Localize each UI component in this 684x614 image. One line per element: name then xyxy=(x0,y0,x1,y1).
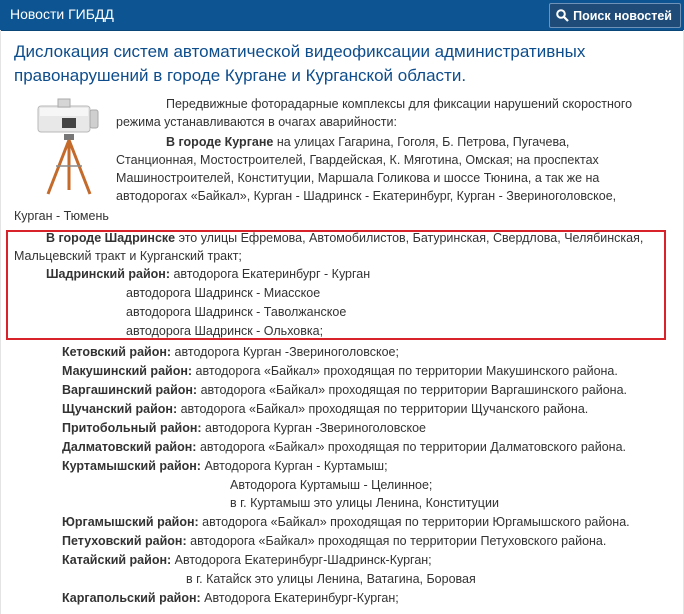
district-text: Автодорога Екатеринбург-Шадринск-Курган; xyxy=(171,553,432,567)
speed-camera-image xyxy=(34,98,104,198)
news-header xyxy=(0,0,684,31)
kataysk-line-2: в г. Катайск это улицы Ленина, Ватагина, Боровая xyxy=(186,572,476,586)
district-text: Автодорога Екатеринбург-Курган; xyxy=(200,591,399,605)
district-text: автодорога «Байкал» проходящая по территории Щучанского района. xyxy=(177,402,589,416)
kurgan-line-1 xyxy=(166,133,569,151)
shadrinsk-heading: В городе Шадринске xyxy=(46,231,176,245)
kurgan-heading: В городе Кургане xyxy=(166,135,274,149)
shadr-district-line-2: автодорога Шадринск - Миасское xyxy=(126,286,321,300)
district-kurtamysh xyxy=(62,457,388,475)
shadrinsk-line-1 xyxy=(46,229,643,247)
district-name: Катайский район: xyxy=(62,553,172,567)
shadr-district-text: автодорога Екатеринбург - Курган xyxy=(170,267,371,281)
search-news-button[interactable] xyxy=(549,3,681,28)
district-text: автодорога «Байкал» проходящая по территории Юргамышского района. xyxy=(198,515,630,529)
district-name: Макушинский район: xyxy=(62,364,193,378)
kurtamysh-line-3: в г. Куртамыш это улицы Ленина, Конституции xyxy=(230,496,499,510)
page-title-line-1: Дислокация систем автоматической видеофиксации административных xyxy=(14,42,586,61)
page-title xyxy=(14,40,674,88)
shadr-district-heading: Шадринский район: xyxy=(46,267,170,281)
district-text: автодорога Курган -Звериноголовское xyxy=(201,421,427,435)
district-text: автодорога «Байкал» проходящая по территории Варгашинского района. xyxy=(197,383,628,397)
district-name: Куртамышский район: xyxy=(62,459,201,473)
district-yurgamysh xyxy=(62,513,630,531)
district-kargapolye xyxy=(62,589,399,607)
district-name: Кетовский район: xyxy=(62,345,172,359)
intro-line-1: Передвижные фоторадарные комплексы для фиксации нарушений скоростного xyxy=(166,97,633,111)
search-news-label: Поиск новостей xyxy=(573,8,672,23)
district-text: Автодорога Курган - Куртамыш; xyxy=(200,459,388,473)
district-text: автодорога «Байкал» проходящая по территории Макушинского района. xyxy=(192,364,618,378)
district-vargashi xyxy=(62,381,627,399)
intro-line-2: режима устанавливаются в очагах аварийности: xyxy=(116,115,397,129)
district-ketovo xyxy=(62,343,399,361)
district-dalmatovo xyxy=(62,438,626,456)
page-title-line-2: правонарушений в городе Кургане и Курганской области. xyxy=(14,66,467,85)
search-icon xyxy=(556,9,569,22)
district-text: автодорога Курган -Звериноголовское; xyxy=(171,345,399,359)
district-name: Юргамышский район: xyxy=(62,515,199,529)
district-pritobolny xyxy=(62,419,426,437)
kurgan-text: на улицах Гагарина, Гоголя, Б. Петрова, Пугачева, xyxy=(273,135,570,149)
district-text: автодорога «Байкал» проходящая по территории Петуховского района. xyxy=(186,534,607,548)
district-name: Щучанский район: xyxy=(62,402,178,416)
district-petukhovo xyxy=(62,532,606,550)
shadr-district-line-1 xyxy=(46,265,370,283)
shadrinsk-line-2: Мальцевский тракт и Курганский тракт; xyxy=(14,249,242,263)
kurtamysh-line-2: Автодорога Куртамыш - Целинное; xyxy=(230,478,433,492)
shadr-district-line-3: автодорога Шадринск - Таволжанское xyxy=(126,305,347,319)
shadr-district-line-4: автодорога Шадринск - Ольховка; xyxy=(126,324,324,338)
content-border-left xyxy=(0,30,1,614)
district-name: Притобольный район: xyxy=(62,421,202,435)
district-name: Варгашинский район: xyxy=(62,383,198,397)
district-name: Каргапольский район: xyxy=(62,591,201,605)
district-makushino xyxy=(62,362,618,380)
district-name: Петуховский район: xyxy=(62,534,187,548)
district-text: автодорога «Байкал» проходящая по территории Далматовского района. xyxy=(196,440,626,454)
kurgan-line-5: Курган - Тюмень xyxy=(14,209,109,223)
district-shchuchye xyxy=(62,400,588,418)
kurgan-line-3: Машиностроителей, Конституции, Маршала Голикова и шоссе Тюнина, а так же на xyxy=(116,171,600,185)
district-kataysk xyxy=(62,551,432,569)
shadrinsk-text: это улицы Ефремова, Автомобилистов, Батуринская, Свердлова, Челябинская, xyxy=(175,231,644,245)
district-name: Далматовский район: xyxy=(62,440,197,454)
kurgan-line-4: автодорогах «Байкал», Курган - Шадринск - Екатеринбург, Курган - Звериноголовское, xyxy=(116,189,617,203)
kurgan-line-2: Станционная, Мостостроителей, Гвардейская, К. Мяготина, Омская; на проспектах xyxy=(116,153,599,167)
header-title: Новости ГИБДД xyxy=(10,6,114,22)
